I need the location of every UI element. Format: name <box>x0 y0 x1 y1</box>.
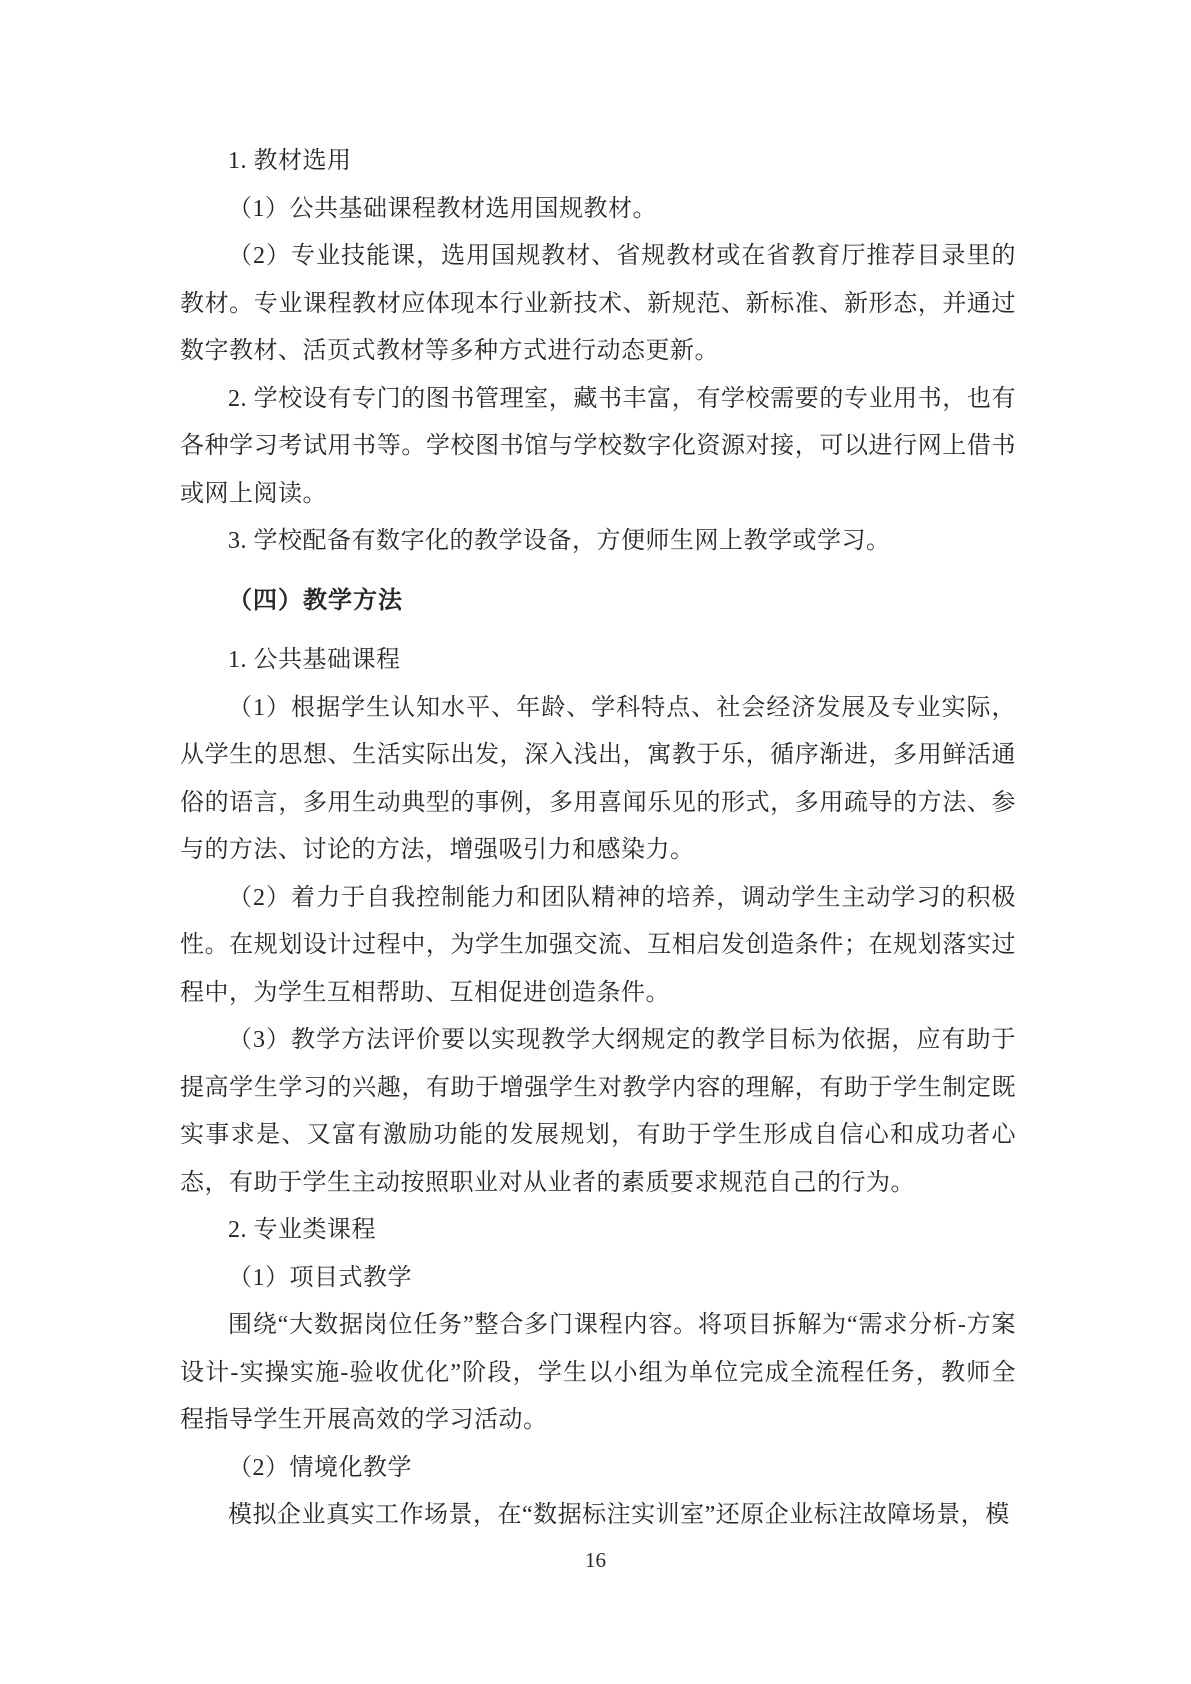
page-body <box>180 138 1016 1540</box>
paragraph: 3. 学校配备有数字化的教学设备，方便师生网上教学或学习。 <box>228 528 891 554</box>
section-heading-teaching-methods: （四）教学方法 <box>228 587 403 614</box>
list-item-situational-teaching: （2）情境化教学 <box>228 1454 412 1481</box>
paragraph: 围绕“大数据岗位任务”整合多门课程内容。将项目拆解为“需求分析-方案设计-实操实施-验收优化”阶段，学生以小组为单位完成全流程任务，教师全程指导学生开展高效的学习活动。 <box>180 1312 1016 1433</box>
list-item-project-teaching: （1）项目式教学 <box>228 1264 412 1291</box>
paragraph: （1）根据学生认知水平、年龄、学科特点、社会经济发展及专业实际，从学生的思想、生活实际出发，深入浅出，寓教于乐，循序渐进，多用鲜活通俗的语言，多用生动典型的事例，多用喜闻乐见的形式，多用疏导的方法、参与的方法、讨论的方法，增强吸引力和感染力。 <box>180 694 1016 863</box>
page-footer <box>0 1548 1191 1573</box>
paragraph: （2）专业技能课，选用国规教材、省规教材或在省教育厅推荐目录里的教材。专业课程教材应体现本行业新技术、新规范、新标准、新形态，并通过数字教材、活页式教材等多种方式进行动态更新。 <box>180 243 1016 364</box>
list-item-textbook-selection: 1. 教材选用 <box>228 148 352 174</box>
paragraph: （1）公共基础课程教材选用国规教材。 <box>228 195 657 222</box>
page-number: 16 <box>585 1548 606 1572</box>
paragraph: （3）教学方法评价要以实现教学大纲规定的教学目标为依据，应有助于提高学生学习的兴趣，有助于增强学生对教学内容的理解，有助于学生制定既实事求是、又富有激励功能的发展规划，有助于学生形成自信心和成功者心态，有助于学生主动按照职业对从业者的素质要求规范自己的行为。 <box>180 1027 1016 1196</box>
paragraph: 模拟企业真实工作场景，在“数据标注实训室”还原企业标注故障场景，模 <box>228 1502 1010 1528</box>
paragraph: 2. 学校设有专门的图书管理室，藏书丰富，有学校需要的专业用书，也有各种学习考试用书等。学校图书馆与学校数字化资源对接，可以进行网上借书或网上阅读。 <box>180 385 1016 507</box>
paragraph: （2）着力于自我控制能力和团队精神的培养，调动学生主动学习的积极性。在规划设计过程中，为学生加强交流、互相启发创造条件；在规划落实过程中，为学生互相帮助、互相促进创造条件。 <box>180 884 1016 1006</box>
list-item-professional-courses: 2. 专业类课程 <box>228 1217 376 1243</box>
list-item-public-basic-courses: 1. 公共基础课程 <box>228 647 401 673</box>
